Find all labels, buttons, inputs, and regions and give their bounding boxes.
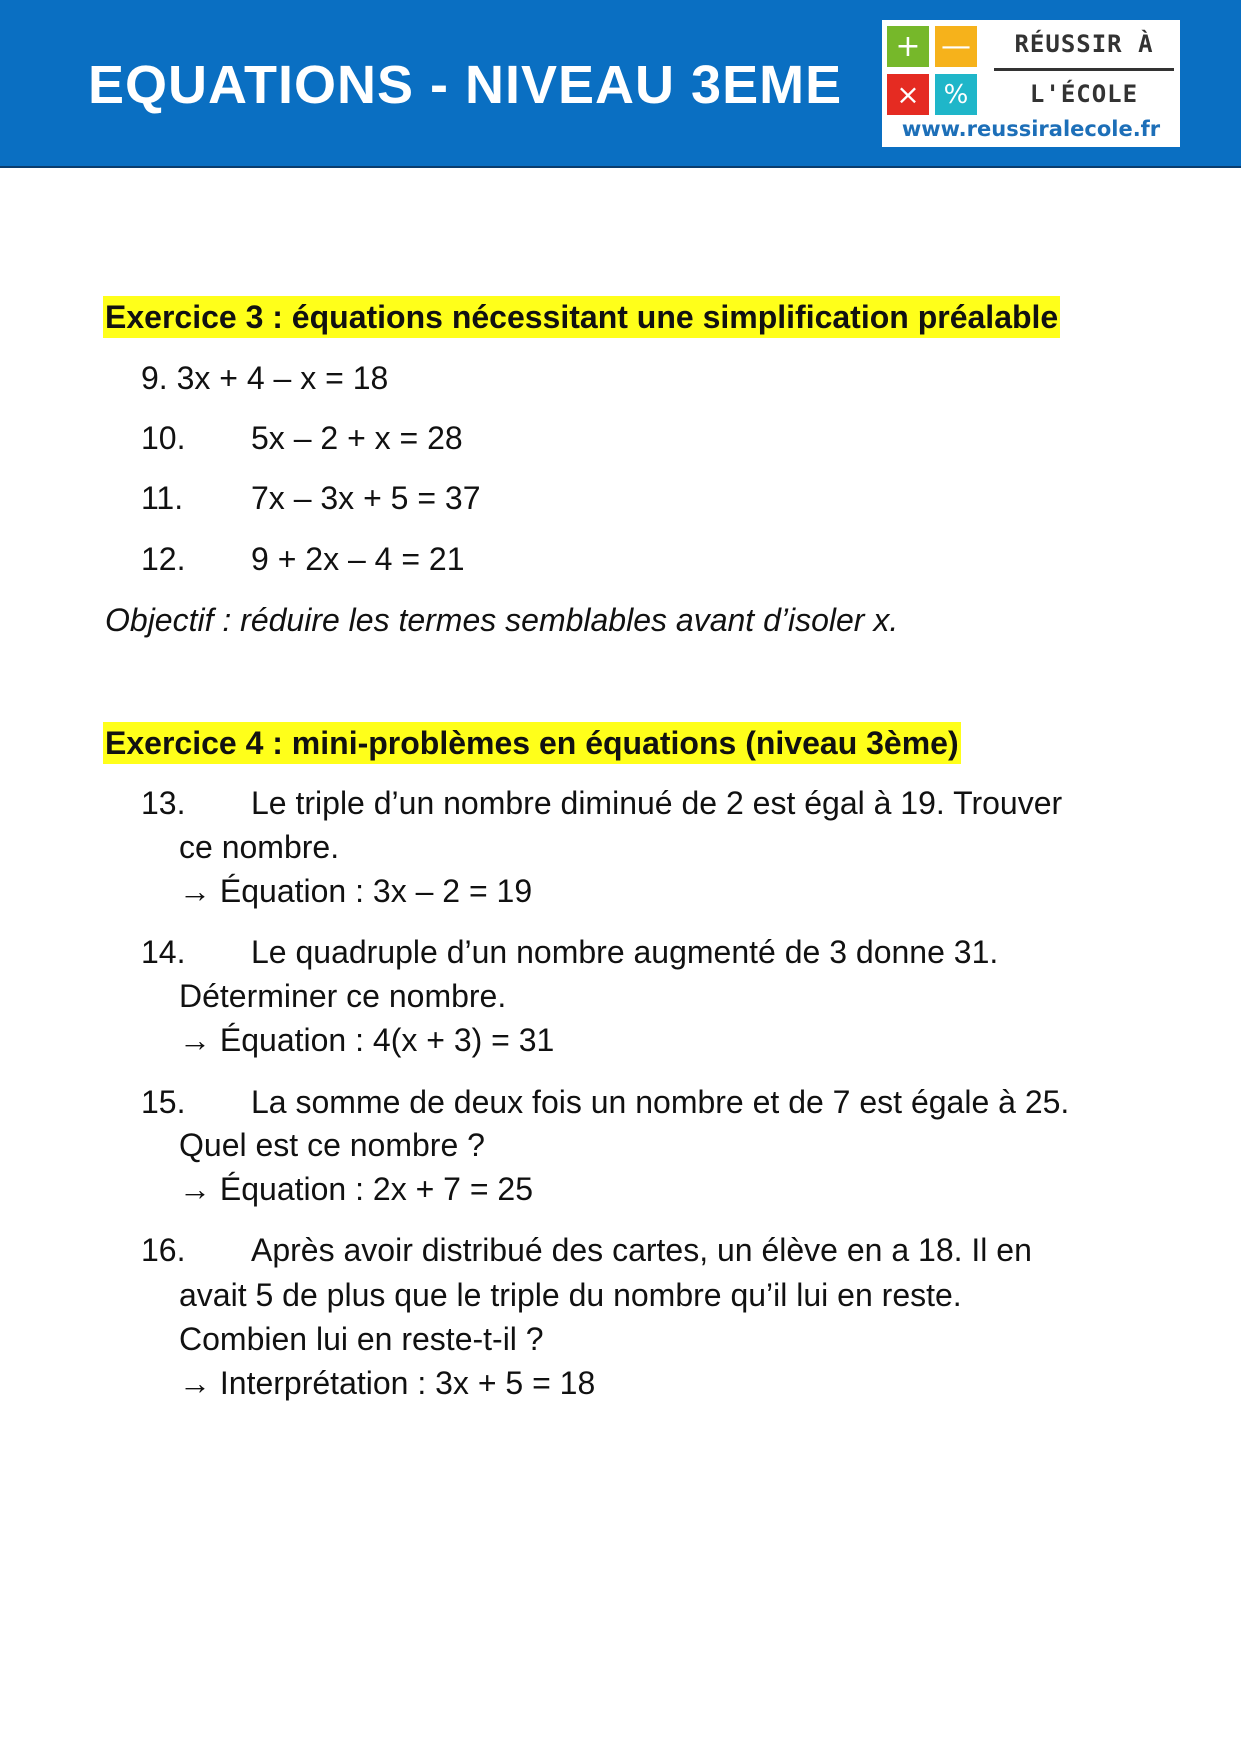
exercise4-item-14-equation: → Équation : 4(x + 3) = 31 [179,1022,555,1058]
percent-icon: % [935,74,977,115]
page-title: EQUATIONS - NIVEAU 3EME [88,55,843,115]
exercise3-objective: Objectif : réduire les termes semblables avant d’isoler x. [105,602,899,638]
exercise4-item-14-number: 14. [141,934,186,970]
exercise4-item-13-equation: → Équation : 3x – 2 = 19 [179,873,533,909]
exercise4-item-15-number: 15. [141,1084,186,1120]
exercise4-item-13-text-cont: ce nombre. [179,829,340,865]
exercise3-item-12-equation: 9 + 2x – 4 = 21 [251,541,465,577]
exercise4-item-16-question: Combien lui en reste-t-il ? [179,1321,544,1357]
exercise4-item-16-number: 16. [141,1232,186,1268]
exercise3-item-10-equation: 5x – 2 + x = 28 [251,420,463,456]
exercise4-item-14-text: Le quadruple d’un nombre augmenté de 3 donne 31. [251,934,999,970]
exercise4-item-13-text: Le triple d’un nombre diminué de 2 est égal à 19. Trouver [251,785,1063,821]
minus-icon: — [935,26,977,67]
exercise3-item-10-number: 10. [141,420,186,456]
site-logo[interactable] [882,20,1180,147]
exercise3-item-9: 9. 3x + 4 – x = 18 [141,360,389,396]
logo-url-link[interactable]: www.reussiralecole.fr [901,117,1161,141]
logo-text-line1: RÉUSSIR À [1014,30,1154,58]
exercise3-title: Exercice 3 : équations nécessitant une simplification préalable [103,296,1060,338]
exercise4-item-16-interpretation: → Interprétation : 3x + 5 = 18 [179,1365,596,1401]
exercise4-item-13-number: 13. [141,785,186,821]
logo-divider [994,68,1174,71]
exercise3-item-12-number: 12. [141,541,186,577]
exercise4-item-15-equation: → Équation : 2x + 7 = 25 [179,1171,534,1207]
exercise4-item-16-text: Après avoir distribué des cartes, un élève en a 18. Il en [251,1232,1032,1268]
logo-text-line2: L'ÉCOLE [1029,80,1139,108]
header-banner [0,0,1241,168]
exercise4-item-15-text-cont: Quel est ce nombre ? [179,1127,485,1163]
logo-tiles [887,26,983,122]
exercise3-item-11-equation: 7x – 3x + 5 = 37 [251,480,481,516]
exercise4-item-16-text-cont: avait 5 de plus que le triple du nombre qu’il lui en reste. [179,1277,962,1313]
plus-icon: + [887,26,929,67]
times-icon: × [887,74,929,115]
exercise4-item-14-text-cont: Déterminer ce nombre. [179,978,507,1014]
exercise3-item-11-number: 11. [141,480,184,516]
exercise4-title: Exercice 4 : mini-problèmes en équations (niveau 3ème) [103,722,961,764]
exercise4-item-15-text: La somme de deux fois un nombre et de 7 est égale à 25. [251,1084,1070,1120]
